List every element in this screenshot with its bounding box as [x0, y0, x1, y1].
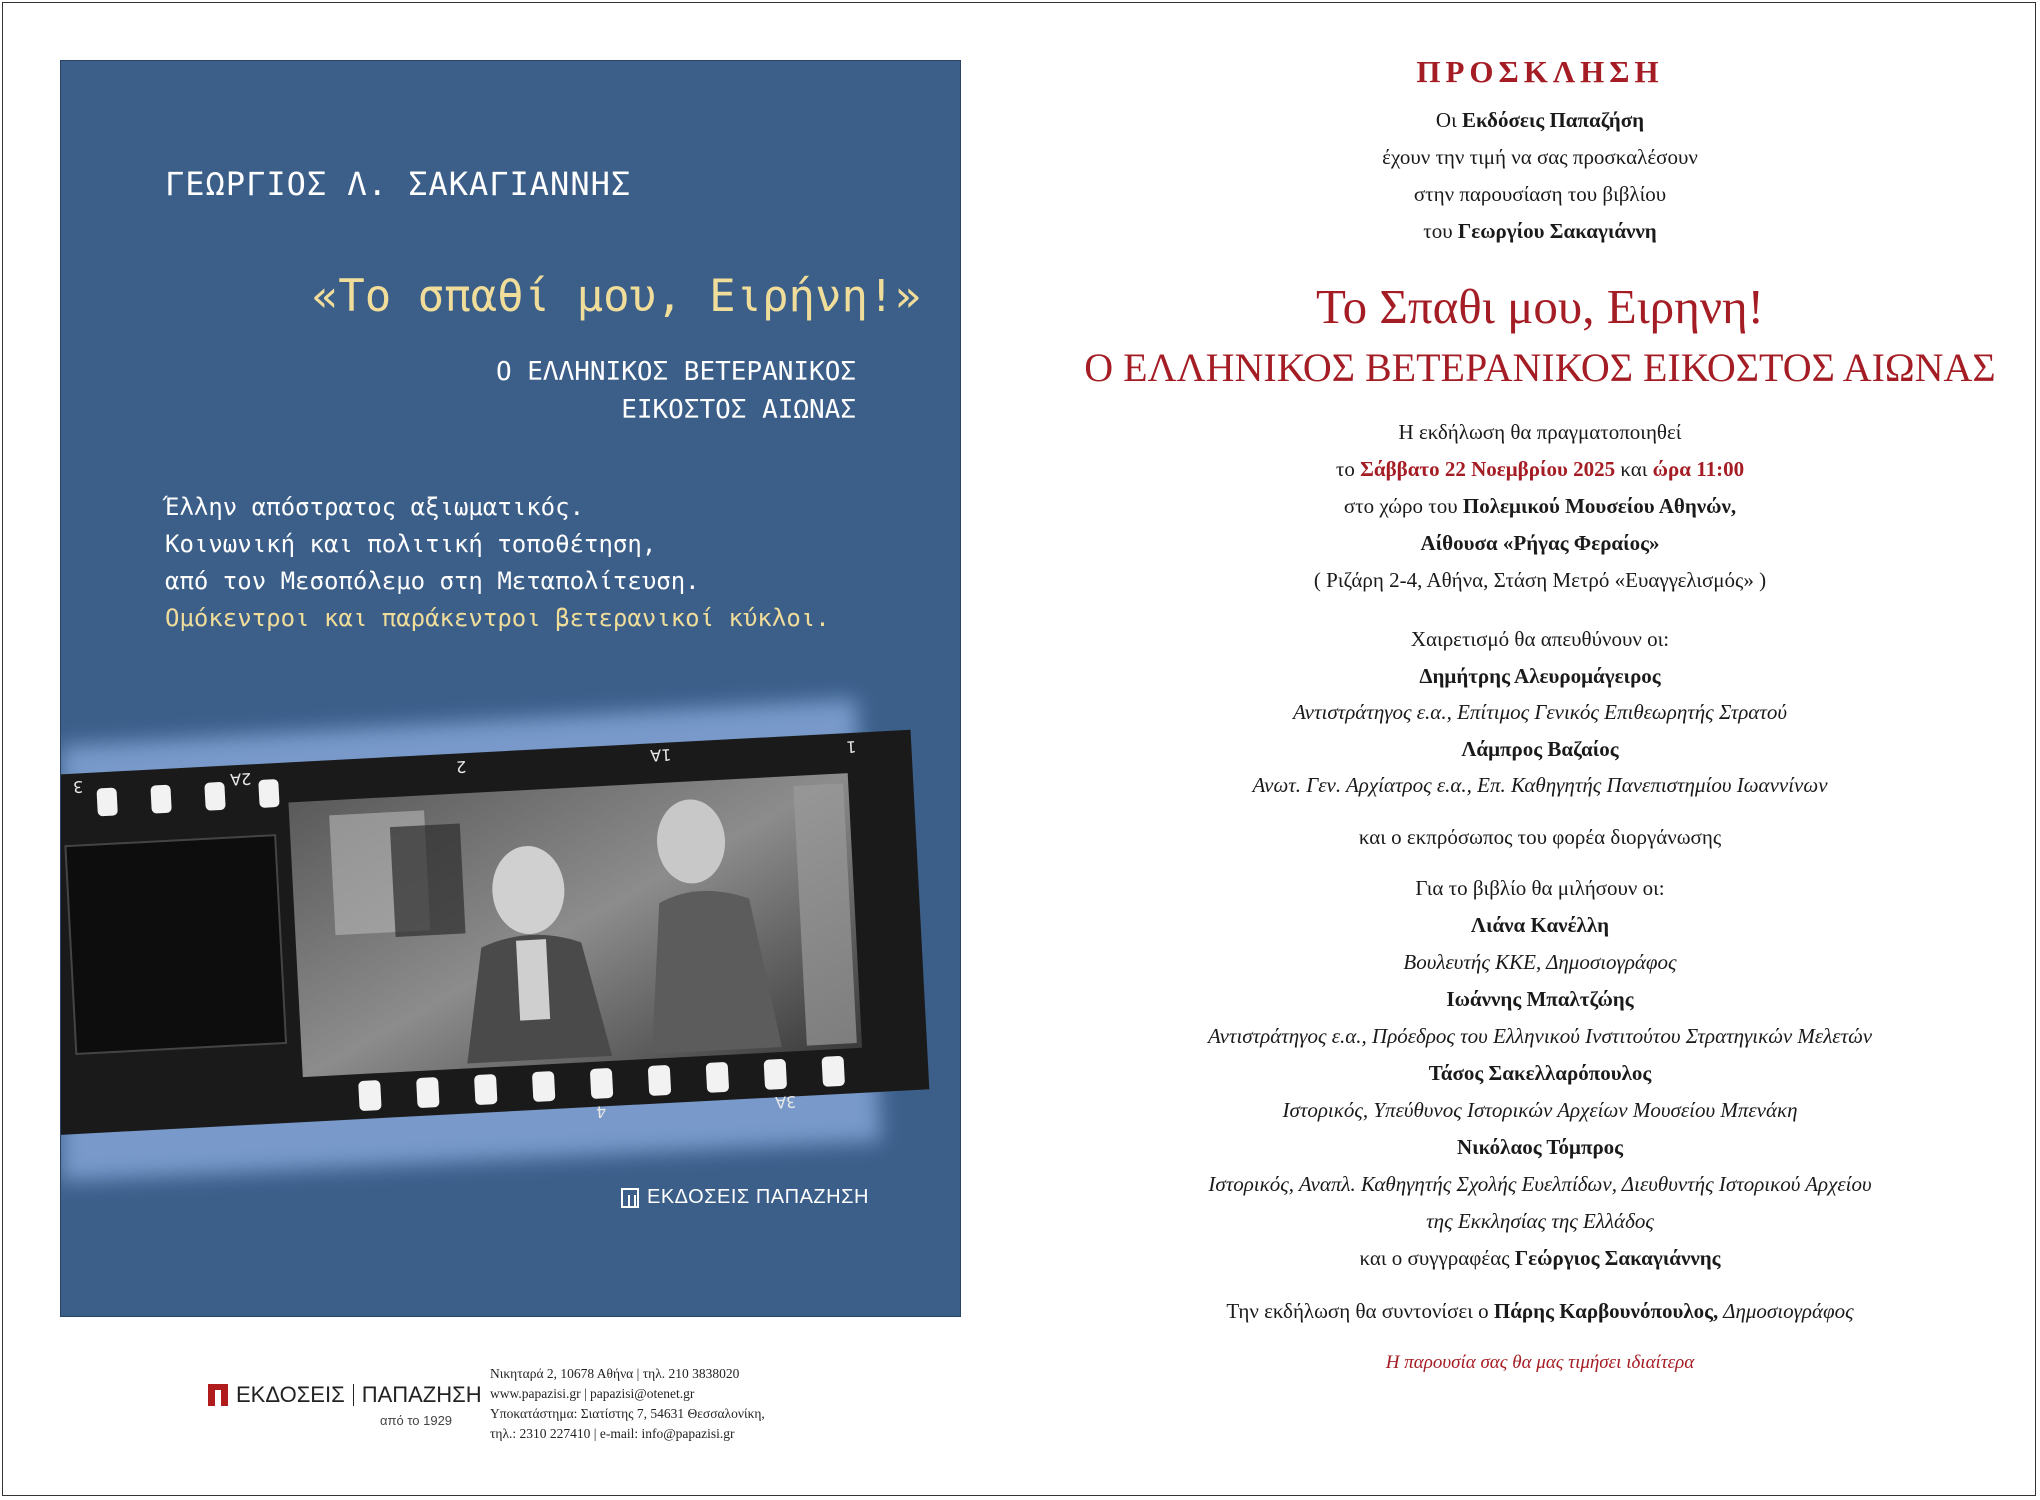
greetings-outro: και ο εκπρόσωπος του φορέα διοργάνωσης	[1358, 824, 1722, 849]
footer-logo-right: ΠΑΠΑΖΗΣΗ	[361, 1382, 482, 1407]
footer-address-line4: τηλ.: 2310 227410 | e-mail: info@papazisi.gr	[490, 1426, 735, 1441]
event-line2-mid: και	[1615, 457, 1653, 481]
footer-address-line1: Νικηταρά 2, 10678 Αθήνα | τηλ. 210 3838020	[490, 1366, 740, 1381]
speaker-name: Νικόλαος Τόμπρος	[1456, 1135, 1624, 1159]
footer-logo-left: ΕΚΔΟΣΕΙΣ	[236, 1382, 345, 1407]
speaker-name: Τάσος Σακελλαρόπουλος	[1428, 1061, 1652, 1085]
author-name: Γεωργίου Σακαγιάννη	[1457, 219, 1657, 243]
event-hall: Αίθουσα «Ρήγας Φεραίος»	[1420, 531, 1660, 555]
greeter-role: Ανωτ. Γεν. Αρχίατρος ε.α., Επ. Καθηγητής Πανεπιστημίου Ιωαννίνων	[1252, 773, 1828, 797]
film-number-2a: 2A	[229, 769, 252, 790]
author-line	[1060, 1240, 2020, 1277]
event-line3-pre: στο χώρο του	[1343, 494, 1463, 518]
film-number-1a: 1A	[649, 745, 672, 766]
speaker-role: Ιστορικός, Υπεύθυνος Ιστορικών Αρχείων Μουσείου Μπενάκη	[1282, 1098, 1798, 1122]
event-time: ώρα 11:00	[1652, 457, 1745, 481]
coordinator-role: Δημοσιογράφος	[1718, 1299, 1854, 1323]
speakers-intro: Για το βιβλίο θα μιλήσουν οι:	[1415, 876, 1665, 900]
greeter-name: Λάμπρος Βαζαίος	[1461, 736, 1619, 761]
speakers-section	[1060, 870, 2020, 1277]
event-date: Σάββατο 22 Νοεμβρίου 2025	[1360, 457, 1616, 481]
speaker-role: Βουλευτής ΚΚΕ, Δημοσιογράφος	[1403, 950, 1677, 974]
cover-publisher	[621, 1186, 869, 1209]
speaker-role: Αντιστράτηγος ε.α., Πρόεδρος του Ελληνικού Ινστιτούτου Στρατηγικών Μελετών	[1207, 1024, 1873, 1048]
intro-line1	[1060, 102, 2020, 139]
cover-publisher-name: ΕΚΔΟΣΕΙΣ ΠΑΠΑΖΗΣΗ	[647, 1186, 869, 1208]
footer-address-line3: Υποκατάστημα: Σιατίστης 7, 54631 Θεσσαλονίκη,	[490, 1406, 765, 1421]
event-venue: Πολεμικού Μουσείου Αθηνών,	[1462, 494, 1737, 518]
greetings-intro: Χαιρετισμό θα απευθύνουν οι:	[1410, 627, 1670, 651]
event-line2-pre: το	[1335, 457, 1361, 481]
cover-blurb-line3: από τον Μεσοπόλεμο στη Μεταπολίτευση.	[165, 567, 700, 595]
cover-blurb-line2: Κοινωνική και πολιτική τοποθέτηση,	[165, 530, 657, 558]
intro-line2: έχουν την τιμή να σας προσκαλέσουν	[1382, 145, 1698, 169]
footer-address-line2: www.papazisi.gr | papazisi@otenet.gr	[490, 1386, 695, 1401]
intro-line3: στην παρουσίαση του βιβλίου	[1413, 182, 1667, 206]
publisher-logo-icon	[621, 1188, 639, 1208]
footer-contact-info	[490, 1364, 765, 1444]
speaker-name: Λιάνα Κανέλλη	[1470, 913, 1610, 937]
event-line3	[1060, 488, 2020, 525]
event-line2	[1060, 451, 2020, 488]
greeter-name: Δημήτρης Αλευρομάγειρος	[1419, 663, 1661, 688]
greeter-role: Αντιστράτηγος ε.α., Επίτιμος Γενικός Επιθεωρητής Στρατού	[1292, 700, 1787, 724]
author-line-name: Γεώργιος Σακαγιάννης	[1514, 1246, 1721, 1270]
cover-subtitle-line1: Ο ΕΛΛΗΝΙΚΟΣ ΒΕΤΕΡΑΝΙΚΟΣ	[495, 357, 856, 387]
cover-subtitle-line2: ΕΙΚΟΣΤΟΣ ΑΙΩΝΑΣ	[621, 395, 856, 425]
cover-title: «Το σπαθί μου, Ειρήνη!»	[311, 271, 921, 322]
footer-publisher-logo	[208, 1382, 482, 1408]
film-number-1: 1	[845, 737, 857, 757]
coordinator-line	[1060, 1293, 2020, 1330]
film-strip	[61, 730, 929, 1136]
film-number-3a: 3A	[774, 1092, 797, 1113]
invitation-heading: ΠΡΟΣΚΛΗΣΗ	[1416, 54, 1664, 89]
coordinator-pre: Την εκδήλωση θα συντονίσει ο	[1226, 1299, 1494, 1323]
speaker-role-continued: της Εκκλησίας της Ελλάδος	[1426, 1209, 1654, 1233]
author-line-pre: και ο συγγραφέας	[1359, 1246, 1515, 1270]
cover-blurb-line4: Ομόκεντροι και παράκεντροι βετερανικοί κύκλοι.	[165, 604, 830, 632]
coordinator-name: Πάρης Καρβουνόπουλος,	[1493, 1299, 1719, 1323]
closing-line: Η παρουσία σας θα μας τιμήσει ιδιαίτερα	[1385, 1352, 1695, 1373]
speaker-name: Ιωάννης Μπαλτζώης	[1446, 987, 1634, 1011]
cover-author: ΓΕΩΡΓΙΟΣ Λ. ΣΑΚΑΓΙΑΝΝΗΣ	[165, 165, 632, 203]
publisher-mark-icon	[208, 1384, 228, 1406]
film-number-3: 3	[72, 777, 84, 797]
greetings-section	[1060, 621, 2020, 855]
invitation	[1060, 0, 2020, 1378]
film-number-2: 2	[455, 757, 467, 777]
speaker-role: Ιστορικός, Αναπλ. Καθηγητής Σχολής Ευελπίδων, Διευθυντής Ιστορικού Αρχείου	[1208, 1172, 1872, 1196]
book-cover	[60, 60, 961, 1317]
publisher-name: Εκδόσεις Παπαζήση	[1461, 108, 1645, 132]
intro-line4	[1060, 213, 2020, 250]
logo-divider	[353, 1384, 354, 1406]
film-number-4: 4	[595, 1102, 607, 1122]
intro-line1-pre: Οι	[1435, 108, 1462, 132]
intro-line4-pre: του	[1423, 219, 1458, 243]
cover-blurb-line1: Έλλην απόστρατος αξιωματικός.	[165, 493, 585, 521]
book-subtitle: Ο ΕΛΛΗΝΙΚΟΣ ΒΕΤΕΡΑΝΙΚΟΣ ΕΙΚΟΣΤΟΣ ΑΙΩΝΑΣ	[1084, 345, 1996, 390]
event-line1: Η εκδήλωση θα πραγματοποιηθεί	[1398, 420, 1682, 444]
invitation-intro	[1060, 102, 2020, 250]
footer-since: από το 1929	[380, 1413, 453, 1428]
film-strip-image	[61, 61, 961, 1317]
book-title: Το Σπαθι μου, Ειρηνη!	[1316, 279, 1764, 334]
event-address: ( Ριζάρη 2-4, Αθήνα, Στάση Μετρό «Ευαγγελισμός» )	[1313, 568, 1767, 592]
event-details	[1060, 414, 2020, 599]
